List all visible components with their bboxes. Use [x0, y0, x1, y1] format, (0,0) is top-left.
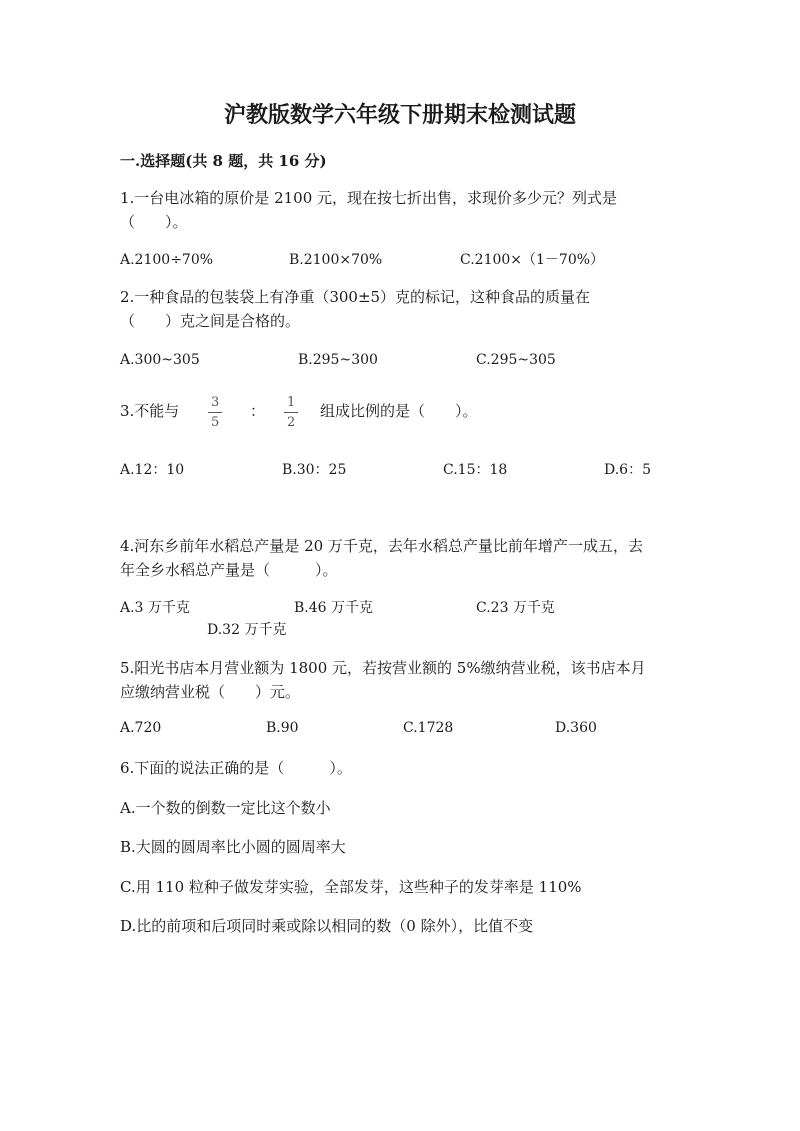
question-2-line-2: （ ）克之间是合格的。 — [120, 312, 301, 330]
question-5-line-2: 应缴纳营业税（ ）元。 — [120, 683, 301, 701]
q5-option-d: D.360 — [555, 720, 597, 736]
question-4-line-1: 4.河东乡前年水稻总产量是 20 万千克，去年水稻总产量比前年增产一成五，去 — [120, 537, 643, 555]
q3-option-a: A.12：10 — [120, 462, 185, 478]
q3-colon: ： — [250, 402, 266, 420]
question-1-line-2: （ ）。 — [120, 213, 188, 231]
question-2 — [120, 285, 590, 333]
question-1 — [120, 186, 617, 234]
q3-prefix: 3.不能与 — [120, 402, 180, 420]
q3-fraction-2-denominator: 2 — [287, 415, 296, 430]
q2-option-b: B.295~300 — [298, 352, 378, 368]
q4-option-d: D.32 万千克 — [207, 622, 287, 638]
q3-fraction-1 — [208, 396, 222, 430]
question-4 — [120, 534, 643, 582]
q3-option-b: B.30：25 — [282, 462, 347, 478]
page-title: 沪教版数学六年级下册期末检测试题 — [223, 102, 576, 128]
question-5-line-1: 5.阳光书店本月营业额为 1800 元，若按营业额的 5%缴纳营业税，该书店本月 — [120, 659, 646, 677]
q5-option-c: C.1728 — [403, 720, 454, 736]
q5-option-a: A.720 — [120, 720, 162, 736]
q6-option-a: A.一个数的倒数一定比这个数小 — [120, 799, 331, 817]
q6-option-d: D.比的前项和后项同时乘或除以相同的数（0 除外），比值不变 — [120, 917, 534, 935]
q4-option-c: C.23 万千克 — [476, 600, 555, 616]
q3-option-c: C.15：18 — [443, 462, 508, 478]
q2-option-a: A.300~305 — [120, 352, 200, 368]
q2-option-c: C.295~305 — [476, 352, 556, 368]
q4-option-a: A.3 万千克 — [120, 600, 190, 616]
question-2-line-1: 2.一种食品的包装袋上有净重（300±5）克的标记，这种食品的质量在 — [120, 288, 591, 306]
q4-option-b: B.46 万千克 — [294, 600, 374, 616]
question-6: 6.下面的说法正确的是（ ）。 — [120, 759, 352, 777]
q1-option-b: B.2100×70% — [289, 252, 383, 268]
q3-fraction-1-numerator: 3 — [208, 396, 222, 413]
question-5 — [120, 656, 646, 704]
question-4-line-2: 年全乡水稻总产量是（ ）。 — [120, 561, 338, 579]
q1-option-a: A.2100÷70% — [120, 252, 214, 268]
q6-option-b: B.大圆的圆周率比小圆的圆周率大 — [120, 838, 346, 856]
q1-option-c: C.2100×（1－70%） — [460, 252, 605, 268]
section-heading: 一.选择题(共 8 题，共 16 分) — [120, 152, 327, 170]
q3-fraction-1-denominator: 5 — [211, 415, 220, 430]
q3-option-d: D.6：5 — [604, 462, 651, 478]
q5-option-b: B.90 — [266, 720, 299, 736]
question-1-line-1: 1.一台电冰箱的原价是 2100 元，现在按七折出售，求现价多少元？列式是 — [120, 189, 618, 207]
q3-fraction-2-numerator: 1 — [284, 396, 298, 413]
q3-fraction-2 — [284, 396, 298, 430]
q6-option-c: C.用 110 粒种子做发芽实验，全部发芽，这些种子的发芽率是 110% — [120, 878, 582, 896]
q3-suffix: 组成比例的是（ ）。 — [320, 402, 478, 420]
